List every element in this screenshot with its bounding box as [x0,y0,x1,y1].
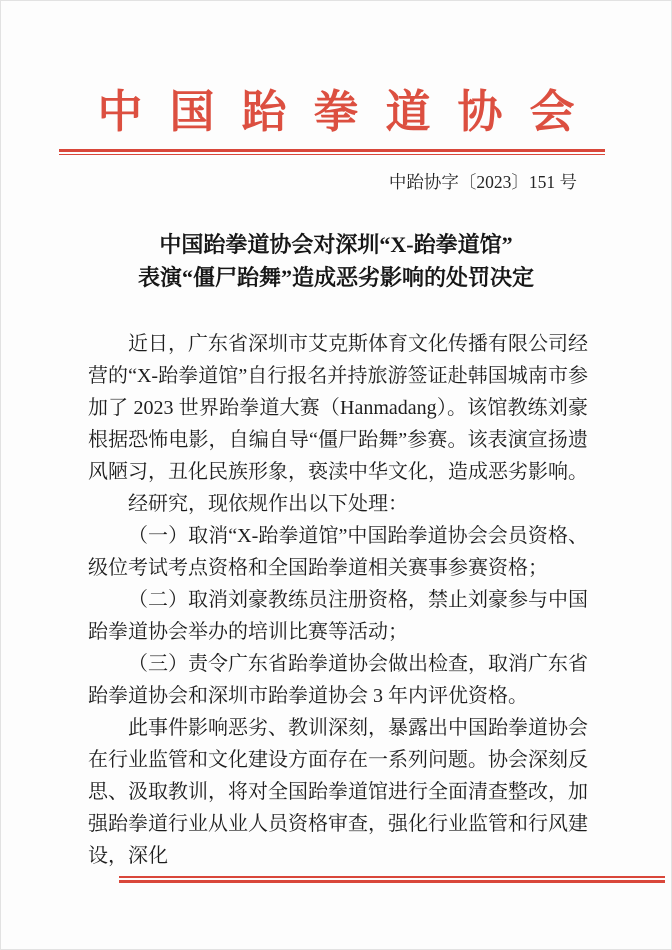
document-number: 中跆协字〔2023〕151 号 [388,172,577,192]
letterhead-title: 中国跆拳道协会 [97,87,602,137]
body-paragraph: （二）取消刘豪教练员注册资格，禁止刘豪参与中国跆拳道协会举办的培训比赛等活动； [88,589,588,643]
document-title-line2: 表演“僵尸跆舞”造成恶劣影响的处罚决定 [137,265,534,290]
document-title [0,228,672,294]
body-paragraph: （一）取消“X-跆拳道馆”中国跆拳道协会会员资格、级位考试考点资格和全国跆拳道相关赛事参赛资格； [88,525,588,579]
body-paragraph: 此事件影响恶劣、教训深刻，暴露出中国跆拳道协会在行业监管和文化建设方面存在一系列问题。协会深刻反思、汲取教训，将对全国跆拳道馆进行全面清查整改，加强跆拳道行业从业人员资格审查，强化行业监管和行风建设，深化 [88,717,588,867]
header-rule-thin-line [59,154,605,156]
body-paragraph: 经研究，现依规作出以下处理： [128,493,408,515]
body-paragraph: 近日，广东省深圳市艾克斯体育文化传播有限公司经营的“X-跆拳道馆”自行报名并持旅游签证赴韩国城南市参加了 2023 世界跆拳道大赛（Hanmadang）。该馆教练刘豪根据恐怖电影，自编自导“僵尸跆舞”参赛。该表演宣扬遗风陋习，丑化民族形象，亵渎中华文化，造成恶劣影响。 [88,333,588,483]
footer-double-rule [119,876,665,883]
document-body [88,328,588,872]
document-title-line1: 中国跆拳道协会对深圳“X-跆拳道馆” [159,232,513,257]
footer-rule-thick-line [119,880,665,883]
body-paragraph: （三）责令广东省跆拳道协会做出检查，取消广东省跆拳道协会和深圳市跆拳道协会 3 年内评优资格。 [88,653,588,707]
header-double-rule [59,149,605,156]
